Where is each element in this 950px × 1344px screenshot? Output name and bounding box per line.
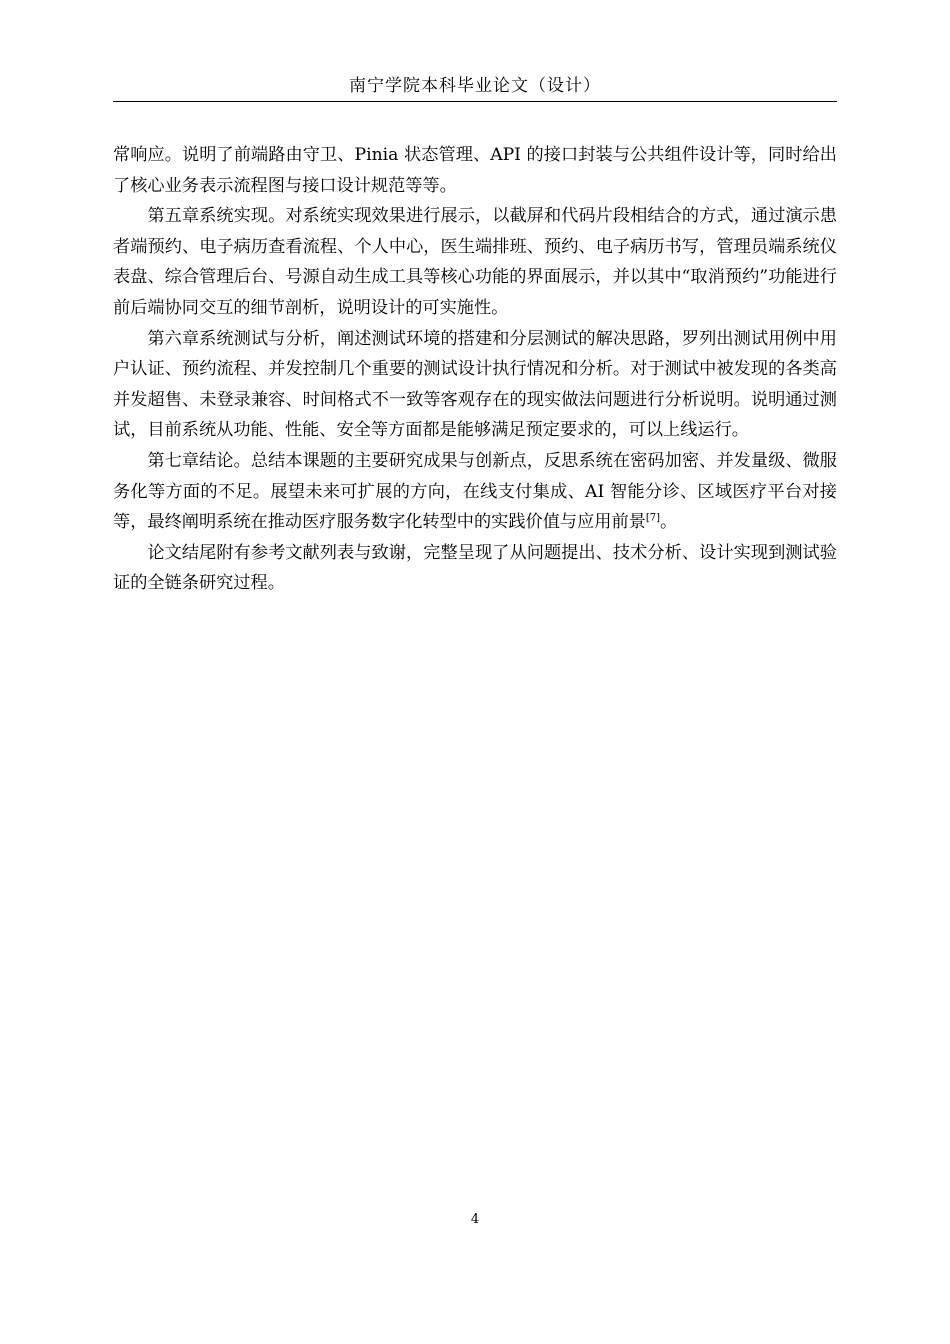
running-header: 南宁学院本科毕业论文（设计）: [349, 76, 601, 96]
paragraph-continued: 常响应。说明了前端路由守卫、Pinia 状态管理、API 的接口封装与公共组件设计等，同时给出了核心业务表示流程图与接口设计规范等等。: [113, 145, 837, 196]
page-number: 4: [470, 1212, 480, 1227]
body-text: [113, 140, 837, 599]
paragraph-closing: 论文结尾附有参考文献列表与致谢，完整呈现了从问题提出、技术分析、设计实现到测试验证的全链条研究过程。: [113, 542, 837, 594]
paragraph-chapter-6: 第六章系统测试与分析，阐述测试环境的搭建和分层测试的解决思路，罗列出测试用例中用户认证、预约流程、并发控制几个重要的测试设计执行情况和分析。对于测试中被发现的各类高并发超售、未登录兼容、时间格式不一致等客观存在的现实做法问题进行分析说明。说明通过测试，目前系统从功能、性能、安全等方面都是能够满足预定要求的，可以上线运行。: [113, 328, 837, 441]
header-rule: [113, 101, 837, 102]
citation-marker: [7]: [645, 512, 660, 524]
paragraph-chapter-5: 第五章系统实现。对系统实现效果进行展示，以截屏和代码片段相结合的方式，通过演示患者端预约、电子病历查看流程、个人中心，医生端排班、预约、电子病历书写，管理员端系统仪表盘、综合管理后台、号源自动生成工具等核心功能的界面展示，并以其中“取消预约”功能进行前后端协同交互的细节剖析，说明设计的可实施性。: [113, 206, 837, 318]
paragraph-chapter-7-end: 。: [660, 512, 678, 533]
paragraph-chapter-7: [113, 446, 837, 538]
paragraph-chapter-7-text: 第七章结论。总结本课题的主要研究成果与创新点，反思系统在密码加密、并发量级、微服务化等方面的不足。展望未来可扩展的方向，在线支付集成、AI 智能分诊、区域医疗平台对接等，最终阐明系统在推动医疗服务数字化转型中的实践价值与应用前景: [113, 450, 837, 533]
